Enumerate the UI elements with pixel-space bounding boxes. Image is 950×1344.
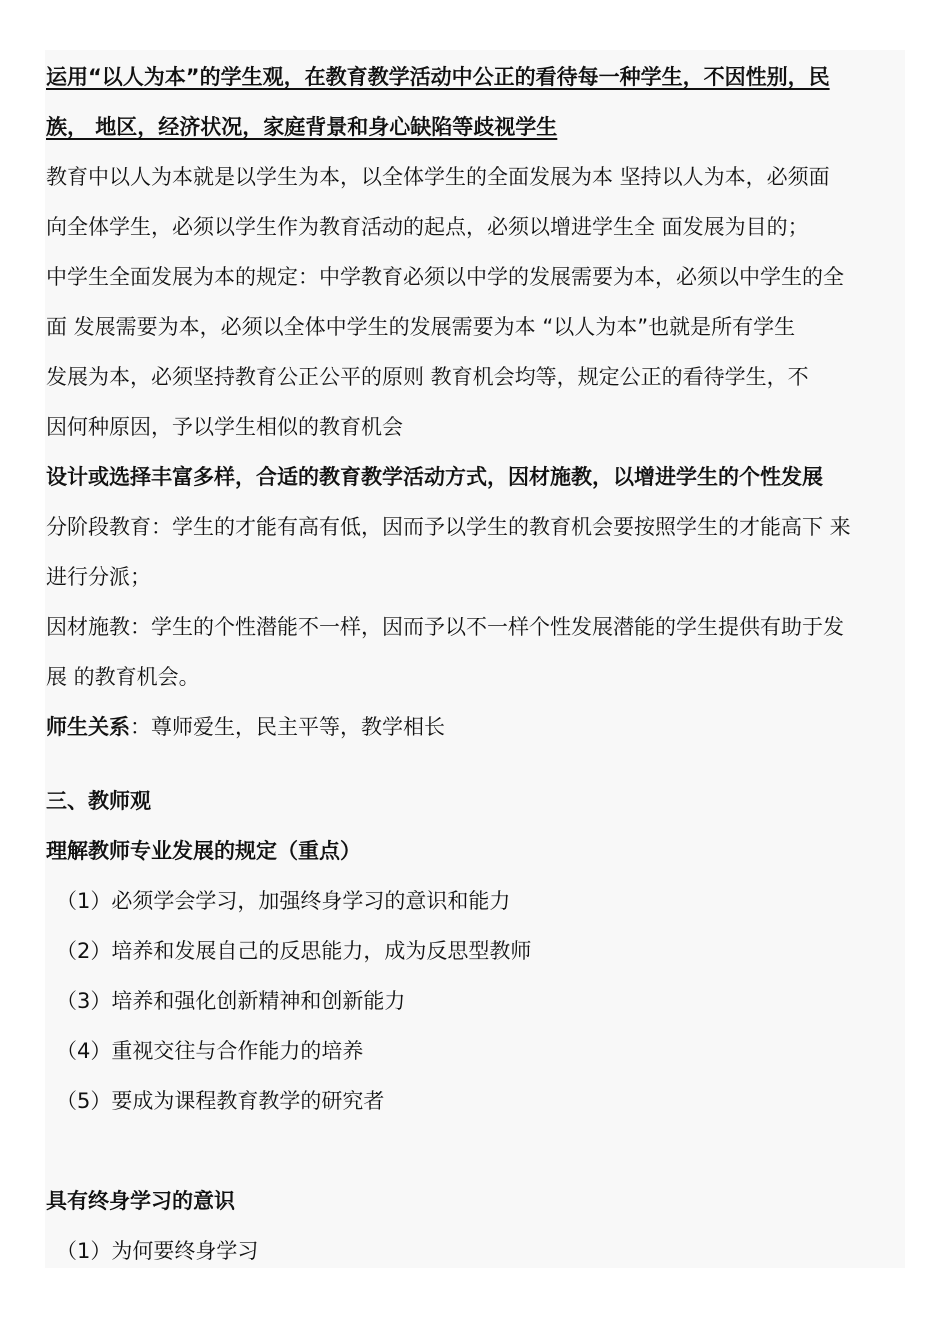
list-item: （5）要成为课程教育教学的研究者 xyxy=(56,1089,385,1113)
relation-label: 师生关系 xyxy=(46,715,130,739)
paragraph-line: 展 的教育机会。 xyxy=(46,665,200,689)
paragraph-line: 发展为本，必须坚持教育公正公平的原则 教育机会均等，规定公正的看待学生，不 xyxy=(46,365,809,389)
list-item: （2）培养和发展自己的反思能力，成为反思型教师 xyxy=(56,939,532,963)
paragraph-line: 中学生全面发展为本的规定：中学教育必须以中学的发展需要为本，必须以中学生的全 xyxy=(46,265,844,289)
paragraph-line: 分阶段教育：学生的才能有高有低，因而予以学生的教育机会要按照学生的才能高下 来 xyxy=(46,515,851,539)
list-item: （3）培养和强化创新精神和创新能力 xyxy=(56,989,406,1013)
paragraph-line: 向全体学生，必须以学生作为教育活动的起点，必须以增进学生全 面发展为目的； xyxy=(46,215,809,239)
heading-line: 族， 地区，经济状况，家庭背景和身心缺陷等歧视学生 xyxy=(46,115,558,139)
paragraph-line: 因材施教：学生的个性潜能不一样，因而予以不一样个性发展潜能的学生提供有助于发 xyxy=(46,615,844,639)
subheading: 具有终身学习的意识 xyxy=(46,1189,235,1213)
section-title: 三、教师观 xyxy=(46,789,151,813)
paragraph-line: 因何种原因，予以学生相似的教育机会 xyxy=(46,415,403,439)
teacher-student-relation xyxy=(46,702,906,752)
paragraph-line: 教育中以人为本就是以学生为本，以全体学生的全面发展为本 坚持以人为本，必须面 xyxy=(46,165,830,189)
list-item: （1）必须学会学习，加强终身学习的意识和能力 xyxy=(56,889,511,913)
relation-text: ：尊师爱生，民主平等，教学相长 xyxy=(130,715,445,739)
subheading: 设计或选择丰富多样，合适的教育教学活动方式，因材施教，以增进学生的个性发展 xyxy=(46,465,823,489)
subheading: 理解教师专业发展的规定（重点） xyxy=(46,839,361,863)
paragraph-line: 面 发展需要为本，必须以全体中学生的发展需要为本 “以人为本”也就是所有学生 xyxy=(46,315,796,339)
paragraph-line: 进行分派； xyxy=(46,565,151,589)
list-item: （4）重视交往与合作能力的培养 xyxy=(56,1039,364,1063)
list-item: （1）为何要终身学习 xyxy=(56,1239,259,1263)
heading-line: 运用“以人为本”的学生观，在教育教学活动中公正的看待每一种学生，不因性别，民 xyxy=(46,65,830,89)
document-content xyxy=(46,52,906,1276)
